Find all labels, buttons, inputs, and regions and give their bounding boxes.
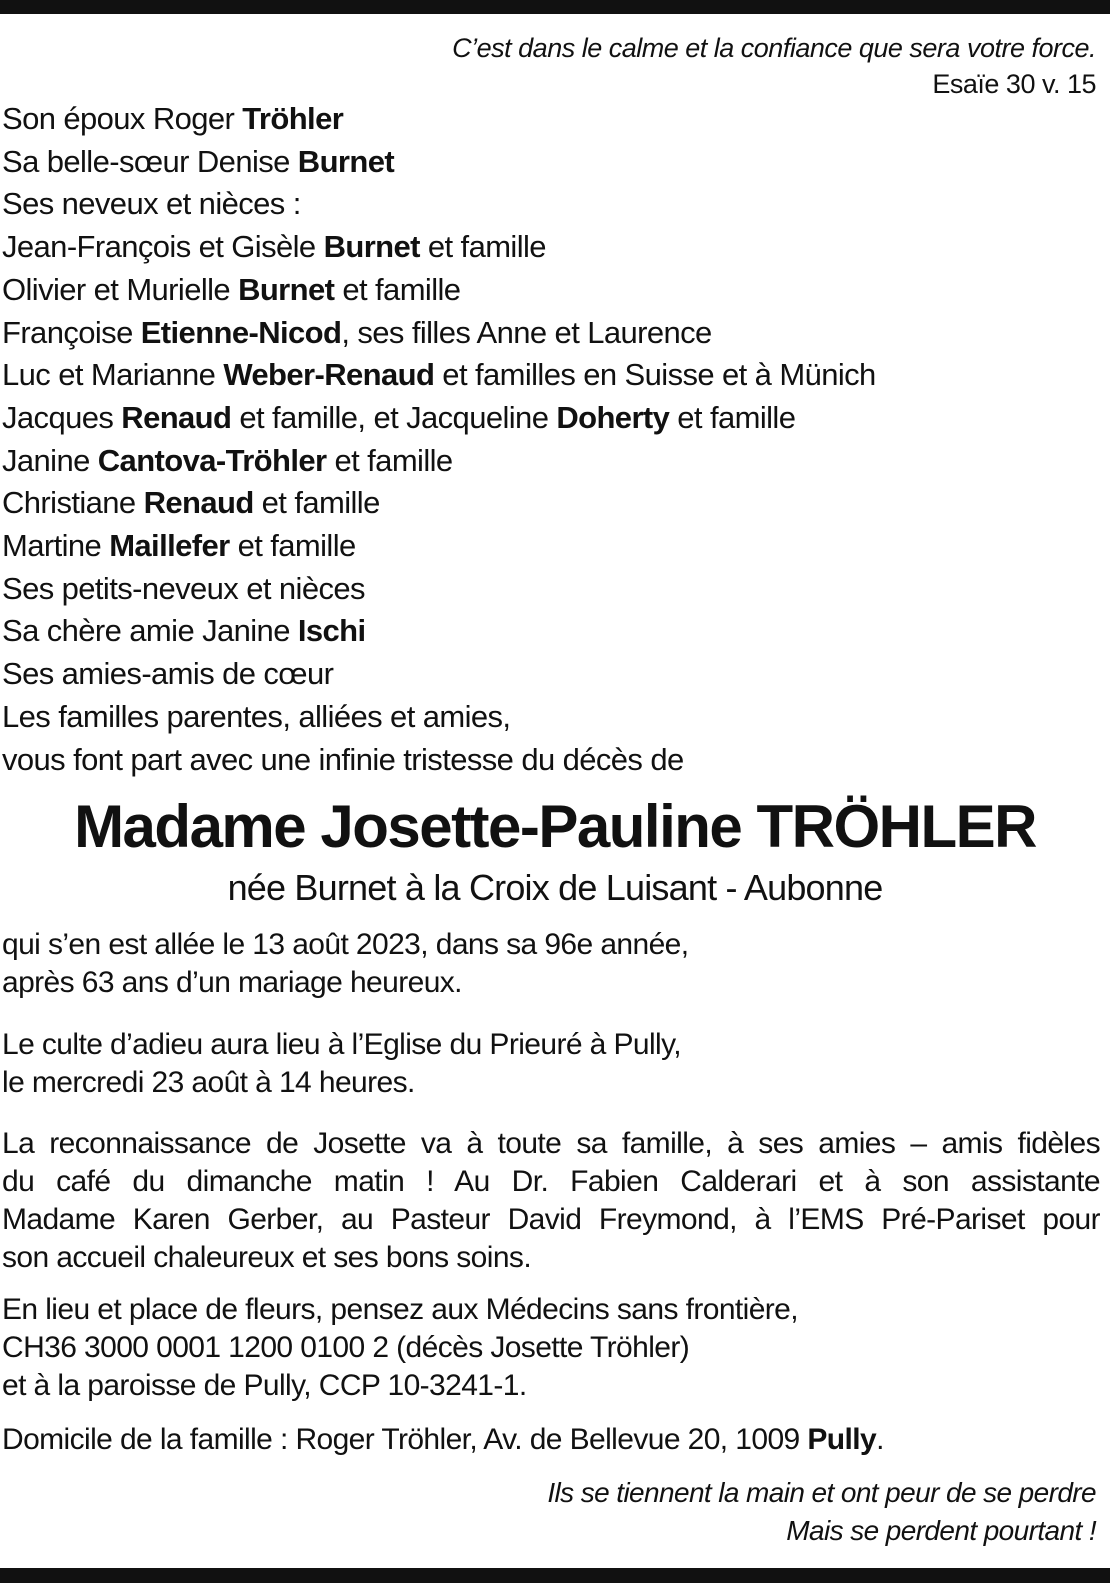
paragraph-line: et à la paroisse de Pully, CCP 10-3241-1.: [2, 1369, 527, 1402]
donations-paragraph: [2, 1291, 798, 1405]
domicile-line: Domicile de la famille : Roger Tröhler, Av. de Bellevue 20, 1009 Pully.: [2, 1423, 884, 1456]
epigraph: [452, 30, 1096, 102]
family-line: Olivier et Murielle Burnet et famille: [2, 271, 461, 307]
family-list: [2, 98, 876, 781]
family-line: Sa chère amie Janine Ischi: [2, 613, 366, 649]
family-line: Sa belle-sœur Denise Burnet: [2, 143, 395, 179]
service-paragraph: [2, 1026, 681, 1102]
paragraph-line: son accueil chaleureux et ses bons soins.: [2, 1241, 532, 1274]
gratitude-paragraph: [2, 1125, 1100, 1277]
family-line: Janine Cantova-Tröhler et famille: [2, 442, 453, 478]
epigraph-text: C’est dans le calme et la confiance que sera votre force.: [452, 33, 1096, 63]
paragraph-line: Madame Karen Gerber, au Pasteur David Freymond, à l’EMS Pré-Pariset pour: [2, 1203, 1100, 1236]
paragraph-line: CH36 3000 0001 1200 0100 2 (décès Josette Tröhler): [2, 1331, 690, 1364]
paragraph-line: qui s’en est allée le 13 août 2023, dans sa 96e année,: [2, 928, 689, 961]
paragraph-line: En lieu et place de fleurs, pensez aux Médecins sans frontière,: [2, 1293, 799, 1326]
deceased-name: Madame Josette-Pauline TRÖHLER: [74, 793, 1036, 860]
paragraph-line: La reconnaissance de Josette va à toute sa famille, à ses amies – amis fidèles: [2, 1127, 1100, 1160]
paragraph-line: après 63 ans d’un mariage heureux.: [2, 966, 462, 999]
closing-verse: [547, 1474, 1096, 1550]
family-line: Luc et Marianne Weber-Renaud et familles en Suisse et à Münich: [2, 357, 876, 393]
family-line: Ses amies-amis de cœur: [2, 656, 334, 692]
family-line: vous font part avec une infinie tristesse du décès de: [2, 741, 684, 777]
epigraph-reference: Esaïe 30 v. 15: [932, 69, 1096, 99]
closing-line: Mais se perdent pourtant !: [786, 1515, 1096, 1546]
family-line: Martine Maillefer et famille: [2, 528, 356, 564]
paragraph-line: le mercredi 23 août à 14 heures.: [2, 1066, 415, 1099]
closing-line: Ils se tiennent la main et ont peur de se perdre: [547, 1477, 1096, 1508]
paragraph-line: Le culte d’adieu aura lieu à l’Eglise du Prieuré à Pully,: [2, 1028, 682, 1061]
family-line: Ses neveux et nièces :: [2, 186, 301, 222]
family-line: Jacques Renaud et famille, et Jacqueline Doherty et famille: [2, 399, 796, 435]
deceased-birth: née Burnet à la Croix de Luisant - Aubonne: [227, 867, 883, 908]
top-border-rule: [0, 0, 1110, 14]
bottom-border-rule: [0, 1568, 1110, 1583]
family-line: Son époux Roger Tröhler: [2, 101, 344, 136]
family-line: Christiane Renaud et famille: [2, 485, 380, 521]
family-line: Les familles parentes, alliées et amies,: [2, 698, 511, 734]
family-line: Ses petits-neveux et nièces: [2, 570, 365, 606]
passing-paragraph: [2, 926, 689, 1002]
paragraph-line: du café du dimanche matin ! Au Dr. Fabien Calderari et à son assistante: [2, 1165, 1100, 1198]
family-line: Françoise Etienne-Nicod, ses filles Anne et Laurence: [2, 314, 712, 350]
family-line: Jean-François et Gisèle Burnet et famille: [2, 229, 546, 265]
